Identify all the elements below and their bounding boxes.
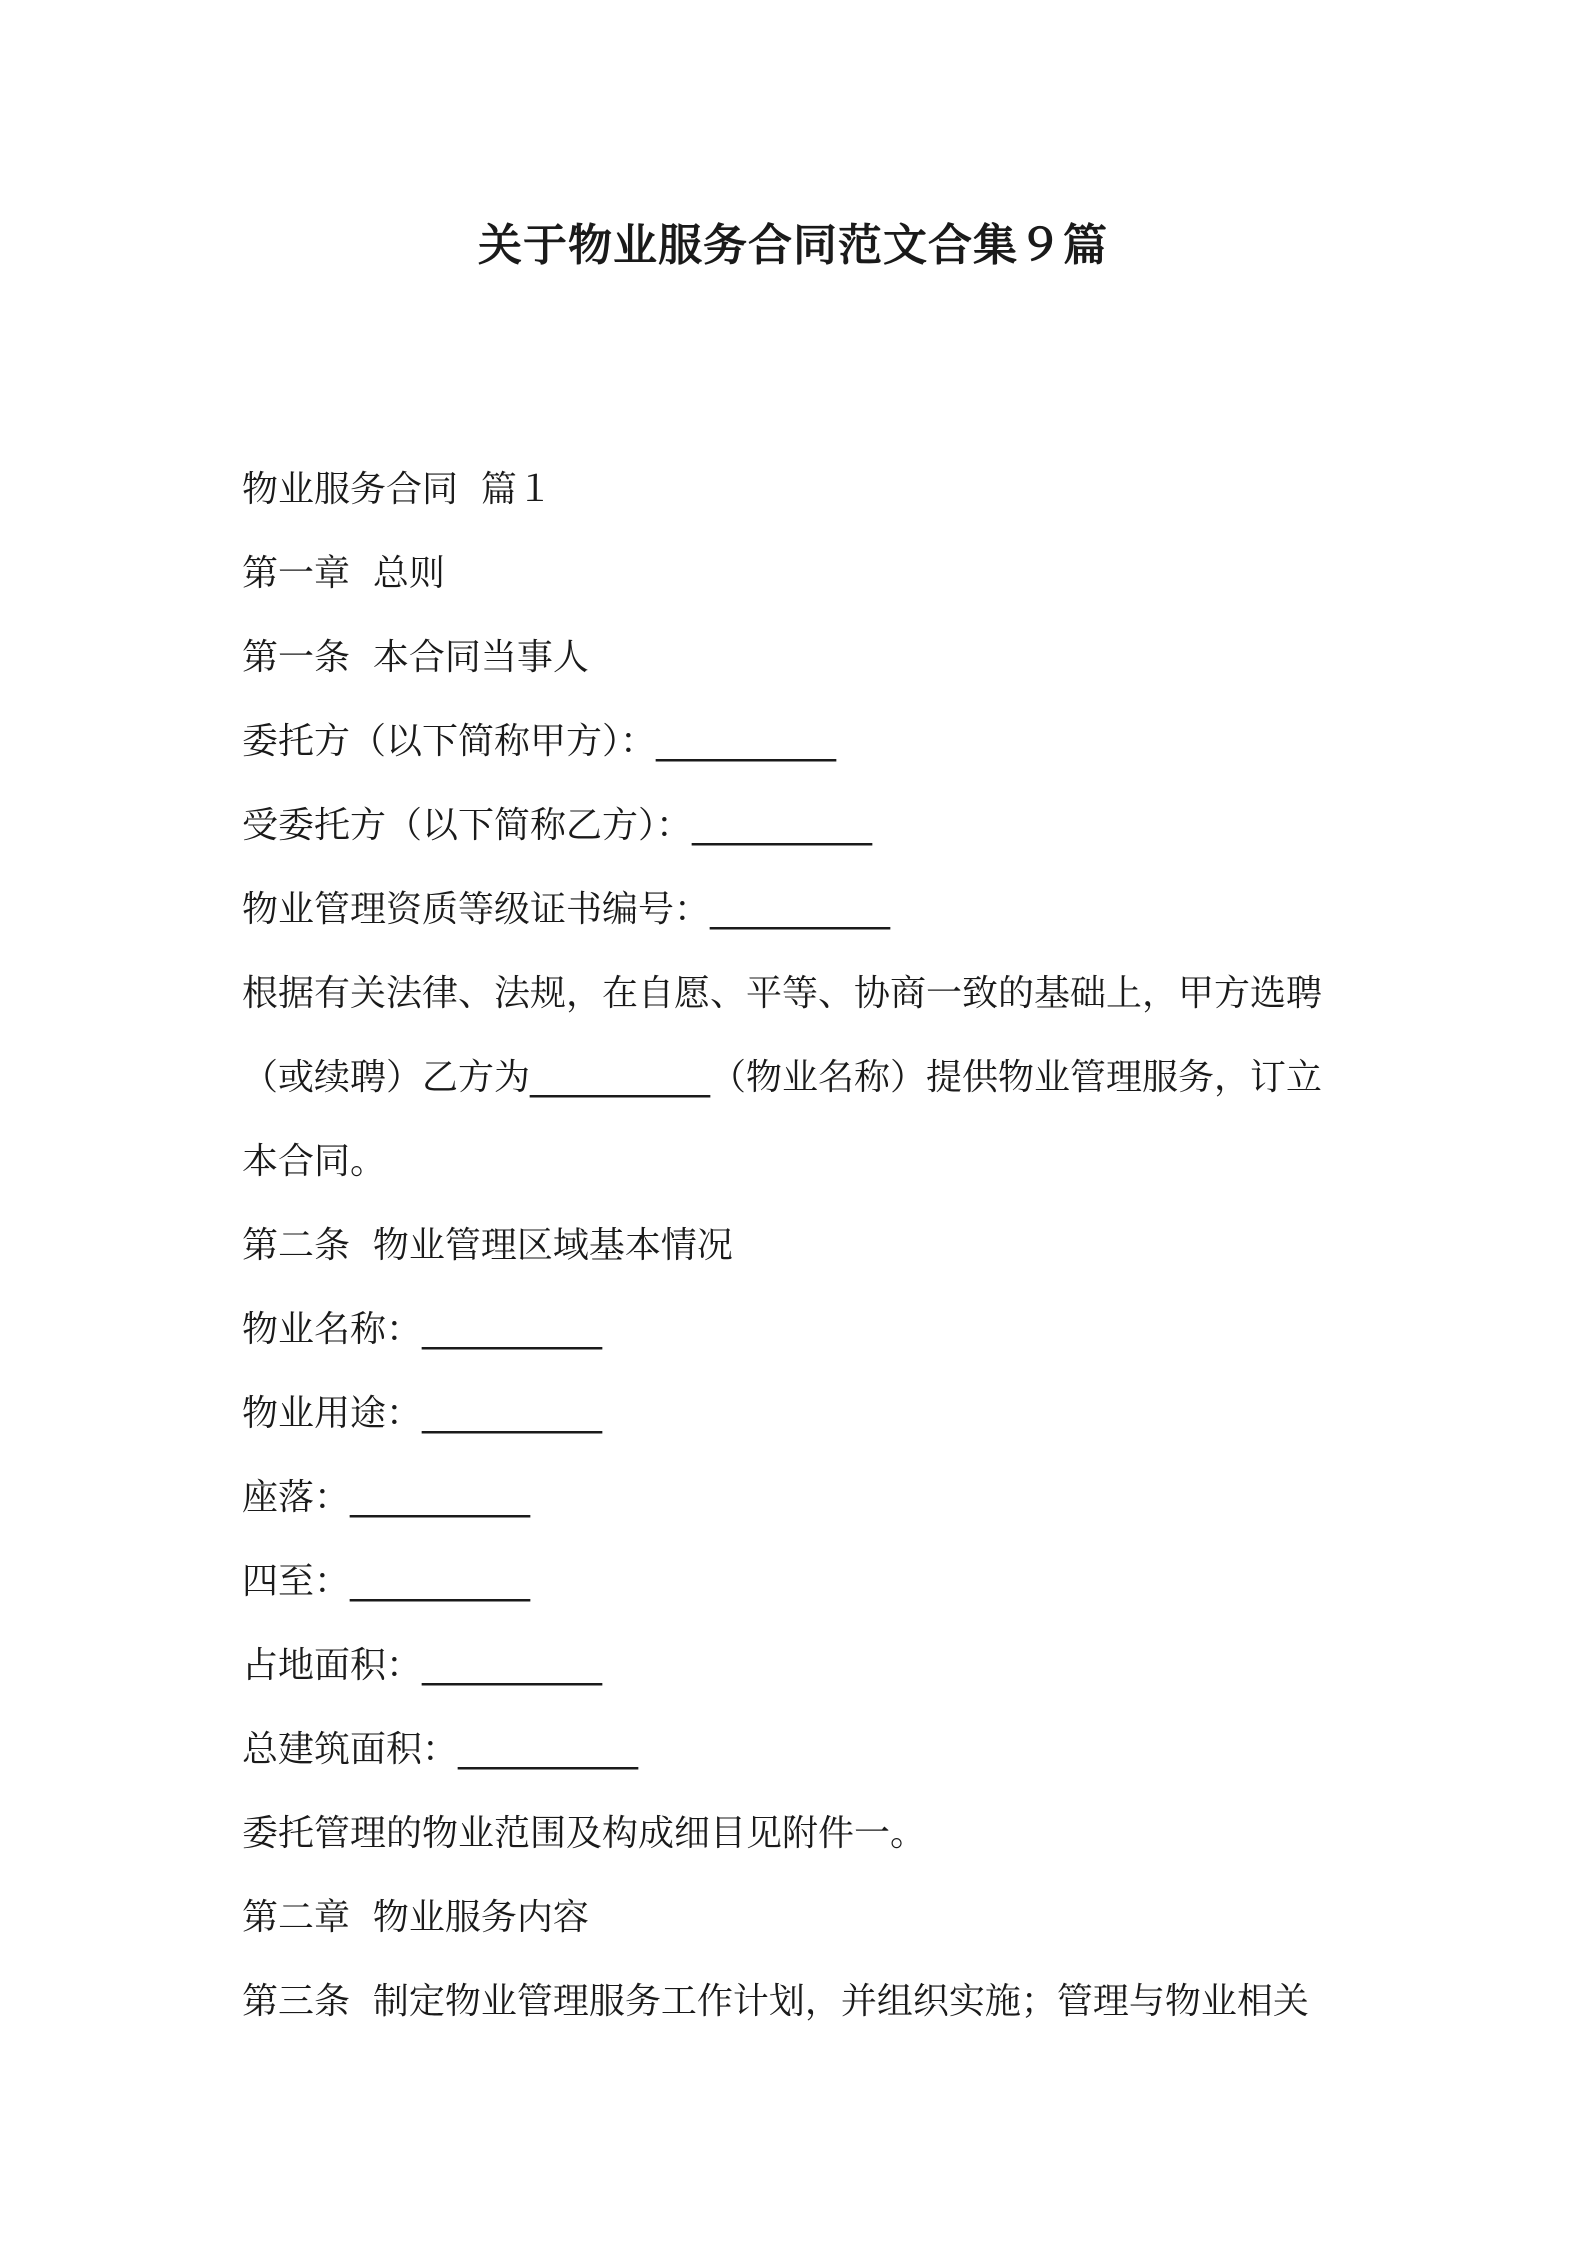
article-heading: 第一条 本合同当事人 xyxy=(242,637,589,678)
chapter-heading: 第一章 总则 xyxy=(242,553,445,594)
party-b-line: 受委托方（以下简称乙方）：__________ xyxy=(242,805,873,846)
paragraph-line: （或续聘）乙方为__________（物业名称）提供物业管理服务，订立 xyxy=(242,1057,1323,1098)
location-line: 座落：__________ xyxy=(242,1477,531,1518)
article-heading: 第三条 制定物业管理服务工作计划，并组织实施；管理与物业相关 xyxy=(242,1981,1309,2022)
document-body xyxy=(242,448,1352,2044)
article-heading: 第二条 物业管理区域基本情况 xyxy=(242,1225,733,1266)
paragraph-line: 本合同。 xyxy=(242,1141,387,1182)
property-name-line: 物业名称：__________ xyxy=(242,1309,603,1350)
paragraph-line: 根据有关法律、法规，在自愿、平等、协商一致的基础上，甲方选聘 xyxy=(242,973,1323,1014)
building-area-line: 总建筑面积：__________ xyxy=(242,1729,639,1770)
document-title: 关于物业服务合同范文合集９篇 xyxy=(478,220,1108,271)
chapter-heading: 第二章 物业服务内容 xyxy=(242,1897,589,1938)
boundaries-line: 四至：__________ xyxy=(242,1561,531,1602)
certificate-number-line: 物业管理资质等级证书编号：__________ xyxy=(242,889,891,930)
party-a-line: 委托方（以下简称甲方）：__________ xyxy=(242,721,837,762)
property-use-line: 物业用途：__________ xyxy=(242,1393,603,1434)
paragraph-line: 委托管理的物业范围及构成细目见附件一。 xyxy=(242,1813,927,1854)
land-area-line: 占地面积：__________ xyxy=(242,1645,603,1686)
section-heading: 物业服务合同 篇１ xyxy=(242,469,553,510)
